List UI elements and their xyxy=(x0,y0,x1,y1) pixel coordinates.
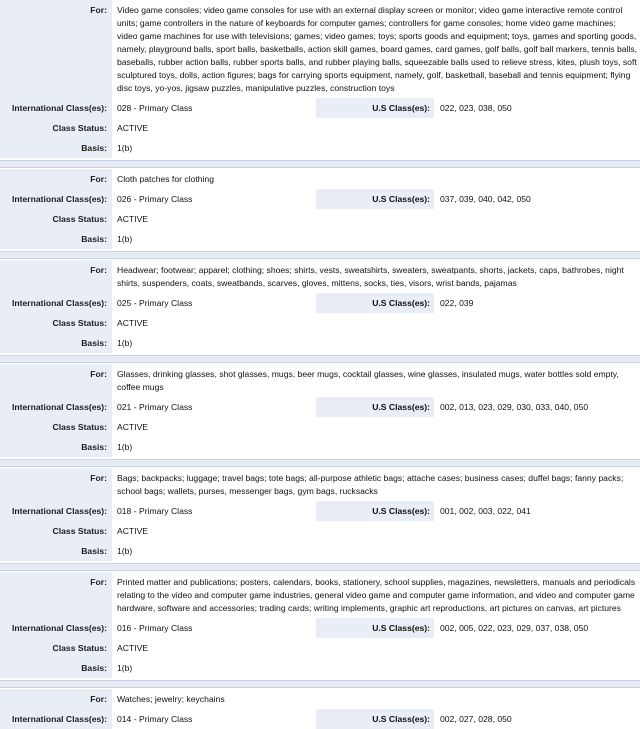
entry-separator xyxy=(0,459,640,467)
for-row xyxy=(0,689,640,709)
us-class-label: U.S Class(es): xyxy=(316,189,434,209)
us-class-value: 002, 013, 023, 029, 030, 033, 040, 050 xyxy=(440,402,589,412)
basis-value: 1(b) xyxy=(117,234,133,244)
for-label: For: xyxy=(0,468,112,501)
class-entry xyxy=(0,364,640,457)
international-class-label: International Class(es): xyxy=(0,501,112,521)
international-class-value: 016 - Primary Class xyxy=(117,623,193,633)
international-class-value: 025 - Primary Class xyxy=(117,298,193,308)
basis-label: Basis: xyxy=(0,437,112,457)
for-label: For: xyxy=(0,260,112,293)
class-status-value: ACTIVE xyxy=(117,526,149,536)
for-row xyxy=(0,572,640,618)
international-class-label: International Class(es): xyxy=(0,98,112,118)
international-class-label: International Class(es): xyxy=(0,618,112,638)
us-class-value: 037, 039, 040, 042, 050 xyxy=(440,194,531,204)
basis-value: 1(b) xyxy=(117,338,133,348)
class-row xyxy=(0,98,640,118)
class-status-value: ACTIVE xyxy=(117,643,149,653)
basis-row xyxy=(0,541,640,561)
class-entry xyxy=(0,689,640,729)
class-entry xyxy=(0,468,640,561)
goods-description: Printed matter and publications; posters, calendars, books, stationery, school supplies, magazines, newsletters, manuals and periodicals relating to the video and computer game industries, general video game and computer game information, and video and computer game hardware, software and accessories; trading cards; writing implements, graphic art reproductions, art pictures on canvas, art pictures xyxy=(117,577,636,613)
goods-description: Headwear; footwear; apparel; clothing; shoes; shirts, vests, sweatshirts, sweaters, sweatpants, shorts, jackets, caps, bathrobes, night shirts, suspenders, coats, sweatbands, scarves, gloves, mittens, socks, ties, visors, wrist bands, pajamas xyxy=(117,265,624,288)
class-status-row xyxy=(0,313,640,333)
basis-row xyxy=(0,437,640,457)
class-entry xyxy=(0,169,640,249)
entry-separator xyxy=(0,355,640,363)
international-class-label: International Class(es): xyxy=(0,189,112,209)
international-class-value: 026 - Primary Class xyxy=(117,194,193,204)
international-class-value: 018 - Primary Class xyxy=(117,506,193,516)
goods-description: Video game consoles; video game consoles for use with an external display screen or monitor; video game interactive remote control units; game controllers in the nature of keyboards for computer games; controllers for game consoles; home video game machines; video game machines for use with televisions; games; video games; toys; sports goods and equipment; toys, games and sporting goods, namely, playground balls, sport balls, basketballs, action skill games, board games, card games, golf balls, golf ball markers, tennis balls, baseballs, rubber action balls, rubber sports balls, and rubber playing balls, squeezable balls used to relieve stress, kites, plush toys, soft sculptured toys, dolls, action figures; bags for carrying sports equipment, namely, golf, basketball, baseball and tennis equipment; flying disc toys, yo-yos, jigsaw puzzles, manipulative puzzles, construction toys xyxy=(117,5,638,93)
class-status-label: Class Status: xyxy=(0,313,112,333)
international-class-label: International Class(es): xyxy=(0,397,112,417)
basis-row xyxy=(0,658,640,678)
entry-separator xyxy=(0,563,640,571)
class-row xyxy=(0,397,640,417)
for-row xyxy=(0,468,640,501)
class-status-row xyxy=(0,521,640,541)
class-status-label: Class Status: xyxy=(0,209,112,229)
basis-label: Basis: xyxy=(0,333,112,353)
entry-separator xyxy=(0,160,640,168)
for-label: For: xyxy=(0,689,112,709)
international-class-label: International Class(es): xyxy=(0,293,112,313)
class-status-row xyxy=(0,417,640,437)
class-entry xyxy=(0,0,640,158)
class-status-label: Class Status: xyxy=(0,521,112,541)
for-row xyxy=(0,169,640,189)
for-label: For: xyxy=(0,572,112,618)
for-label: For: xyxy=(0,364,112,397)
for-row xyxy=(0,0,640,98)
us-class-value: 002, 005, 022, 023, 029, 037, 038, 050 xyxy=(440,623,589,633)
class-row xyxy=(0,709,640,729)
class-status-row xyxy=(0,209,640,229)
basis-label: Basis: xyxy=(0,229,112,249)
goods-description: Bags; backpacks; luggage; travel bags; tote bags; all-purpose athletic bags; attache cases; business cases; duffel bags; fanny packs; school bags; wallets, purses, messenger bags, gym bags, rucksacks xyxy=(117,473,624,496)
international-class-label: International Class(es): xyxy=(0,709,112,729)
for-label: For: xyxy=(0,169,112,189)
basis-value: 1(b) xyxy=(117,663,133,673)
for-row xyxy=(0,260,640,293)
us-class-value: 022, 023, 038, 050 xyxy=(440,103,512,113)
basis-row xyxy=(0,333,640,353)
class-status-label: Class Status: xyxy=(0,118,112,138)
class-status-value: ACTIVE xyxy=(117,123,149,133)
us-class-value: 002, 027, 028, 050 xyxy=(440,714,512,724)
international-class-value: 028 - Primary Class xyxy=(117,103,193,113)
us-class-label: U.S Class(es): xyxy=(316,98,434,118)
us-class-value: 022, 039 xyxy=(440,298,474,308)
goods-description: Watches; jewelry; keychains xyxy=(117,694,225,704)
goods-description: Glasses, drinking glasses, shot glasses, mugs, beer mugs, cocktail glasses, wine glasses, insulated mugs, water bottles sold empty, coffee mugs xyxy=(117,369,619,392)
international-class-value: 014 - Primary Class xyxy=(117,714,193,724)
entry-separator xyxy=(0,680,640,688)
basis-label: Basis: xyxy=(0,541,112,561)
us-class-label: U.S Class(es): xyxy=(316,618,434,638)
class-entry xyxy=(0,572,640,678)
goods-description: Cloth patches for clothing xyxy=(117,174,214,184)
class-entry xyxy=(0,260,640,353)
class-status-label: Class Status: xyxy=(0,638,112,658)
class-status-label: Class Status: xyxy=(0,417,112,437)
us-class-label: U.S Class(es): xyxy=(316,397,434,417)
international-class-value: 021 - Primary Class xyxy=(117,402,193,412)
class-row xyxy=(0,501,640,521)
basis-label: Basis: xyxy=(0,658,112,678)
class-row xyxy=(0,618,640,638)
basis-value: 1(b) xyxy=(117,143,133,153)
for-row xyxy=(0,364,640,397)
class-row xyxy=(0,189,640,209)
us-class-label: U.S Class(es): xyxy=(316,501,434,521)
us-class-label: U.S Class(es): xyxy=(316,709,434,729)
us-class-label: U.S Class(es): xyxy=(316,293,434,313)
class-status-value: ACTIVE xyxy=(117,422,149,432)
for-label: For: xyxy=(0,0,112,98)
class-status-row xyxy=(0,638,640,658)
basis-value: 1(b) xyxy=(117,546,133,556)
entry-separator xyxy=(0,251,640,259)
class-row xyxy=(0,293,640,313)
basis-row xyxy=(0,138,640,158)
class-status-value: ACTIVE xyxy=(117,214,149,224)
basis-label: Basis: xyxy=(0,138,112,158)
class-status-row xyxy=(0,118,640,138)
basis-value: 1(b) xyxy=(117,442,133,452)
us-class-value: 001, 002, 003, 022, 041 xyxy=(440,506,531,516)
class-status-value: ACTIVE xyxy=(117,318,149,328)
basis-row xyxy=(0,229,640,249)
